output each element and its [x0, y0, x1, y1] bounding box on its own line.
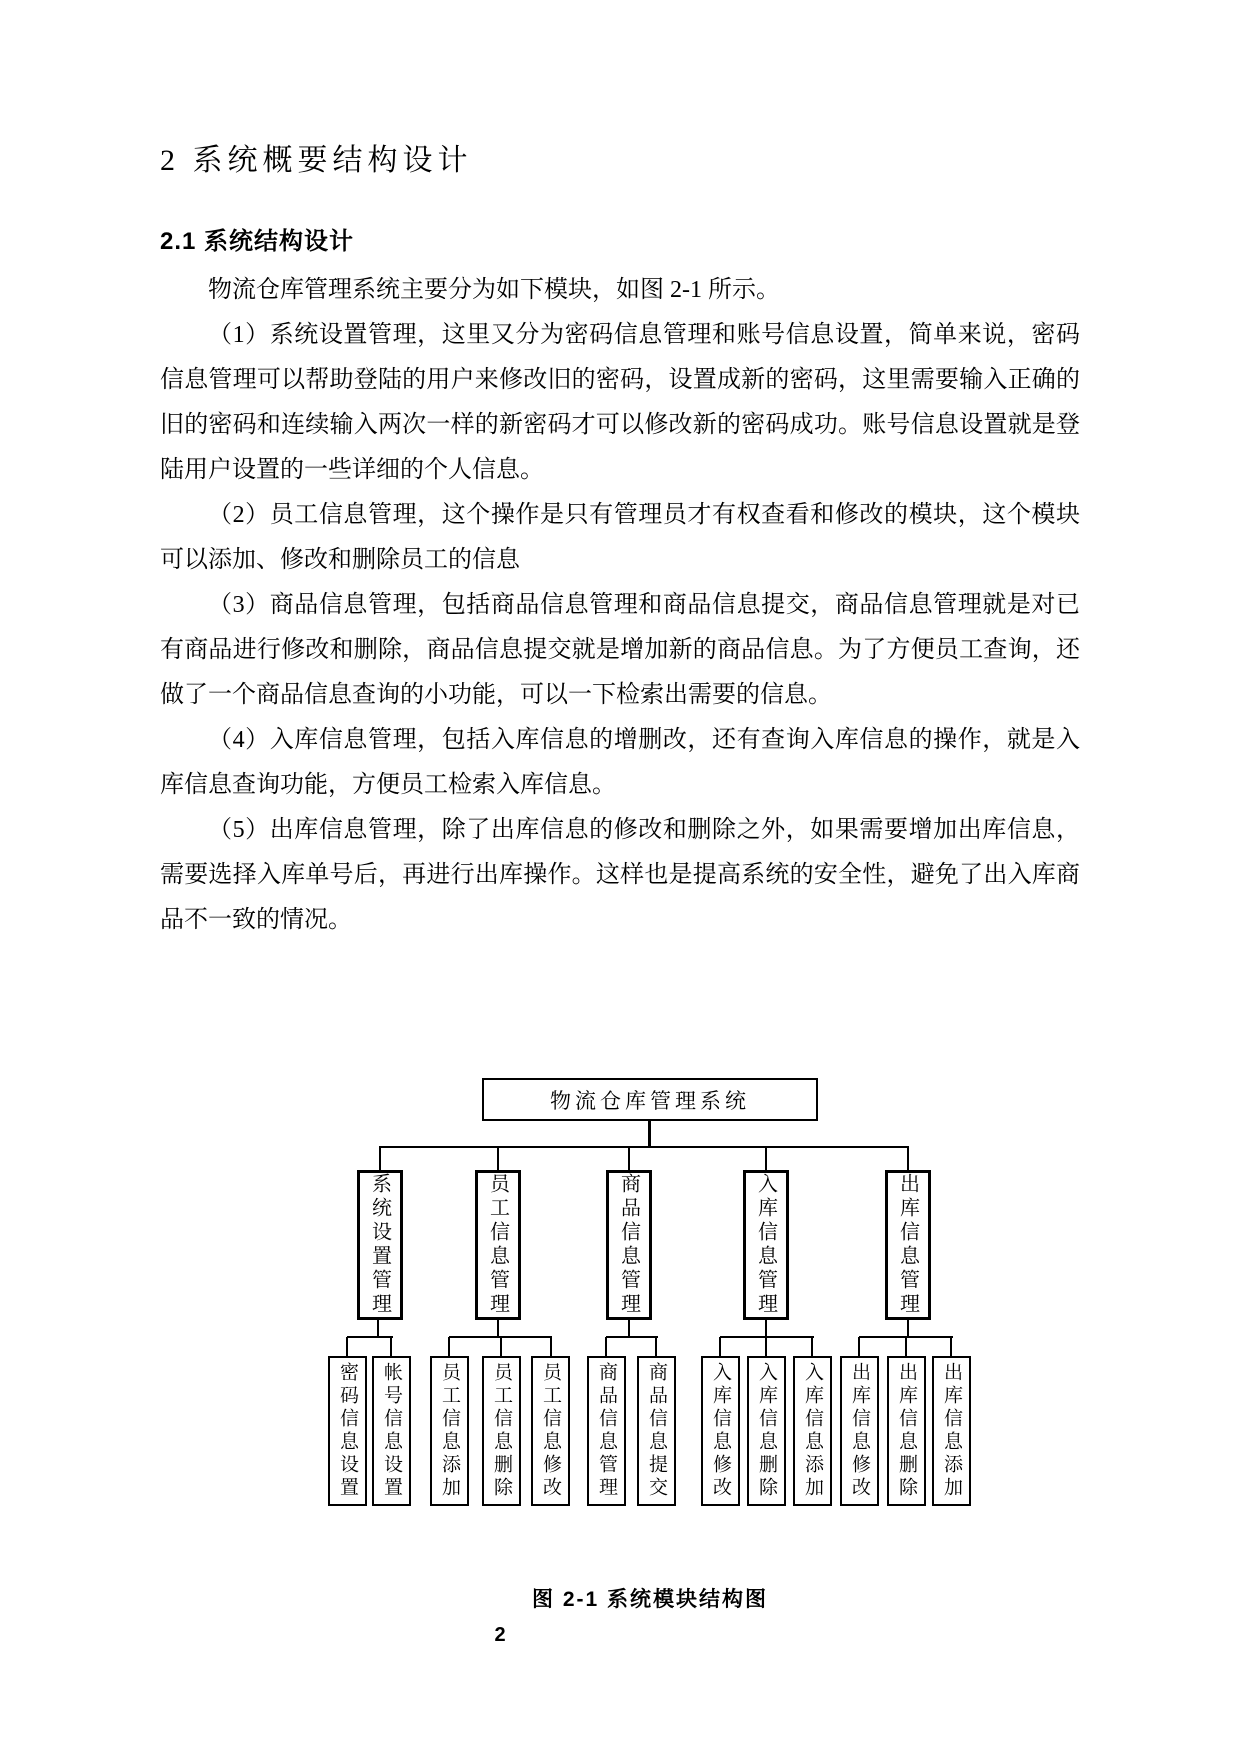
body-paragraph-5: （4）入库信息管理，包括入库信息的增删改，还有查询入库信息的操作，就是入库信息查询功能，方便员工检索入库信息。: [160, 727, 1080, 798]
connector-child-drop: [550, 1337, 552, 1356]
body-paragraph-1: 物流仓库管理系统主要分为如下模块，如图 2-1 所示。: [208, 277, 780, 303]
connector-parent-drop-3: [628, 1320, 630, 1337]
connector-child-drop: [858, 1337, 860, 1356]
submodule-box-employee-add: 员工信息添加: [430, 1356, 469, 1506]
page-number: 2: [494, 1624, 506, 1646]
submodule-box-account-settings: 帐号信息设置: [372, 1356, 411, 1506]
section-heading: 2.1 系统结构设计: [160, 228, 355, 255]
module-box-inbound-info: 入库信息管理: [743, 1170, 789, 1320]
connector-root-drop: [648, 1121, 651, 1147]
body-paragraph-6: （5）出库信息管理，除了出库信息的修改和删除之外，如果需要增加出库信息，需要选择入库单号后，再进行出库操作。这样也是提高系统的安全性，避免了出入库商品不一致的情况。: [160, 817, 1080, 933]
connector-child-drop: [605, 1337, 607, 1356]
submodule-box-employee-delete: 员工信息删除: [482, 1356, 521, 1506]
body-paragraph-2: （1）系统设置管理，这里又分为密码信息管理和账号信息设置，简单来说，密码信息管理可以帮助登陆的用户来修改旧的密码，设置成新的密码，这里需要输入正确的旧的密码和连续输入两次一样的新密码才可以修改新的密码成功。账号信息设置就是登陆用户设置的一些详细的个人信息。: [160, 322, 1080, 483]
connector-child-drop: [390, 1337, 392, 1356]
body-paragraph-3: （2）员工信息管理，这个操作是只有管理员才有权查看和修改的模块，这个模块可以添加、修改和删除员工的信息: [160, 502, 1080, 573]
connector-child-drop: [500, 1337, 502, 1356]
module-box-employee-info: 员工信息管理: [475, 1170, 521, 1320]
diagram-root-box: 物流仓库管理系统: [482, 1078, 818, 1121]
connector-child-drop: [448, 1337, 450, 1356]
connector-child-drop: [346, 1337, 348, 1356]
submodule-box-product-manage: 商品信息管理: [587, 1356, 626, 1506]
connector-child-drop: [655, 1337, 657, 1356]
connector-drop-module-2: [497, 1146, 499, 1170]
connector-child-drop: [719, 1337, 721, 1356]
submodule-box-outbound-delete: 出库信息删除: [887, 1356, 926, 1506]
submodule-box-product-submit: 商品信息提交: [637, 1356, 676, 1506]
connector-child-drop: [765, 1337, 767, 1356]
submodule-box-password-settings: 密码信息设置: [328, 1356, 367, 1506]
connector-child-bus-3: [606, 1336, 658, 1338]
connector-drop-module-3: [628, 1146, 630, 1170]
connector-child-drop: [905, 1337, 907, 1356]
submodule-box-outbound-add: 出库信息添加: [932, 1356, 971, 1506]
module-box-product-info: 商品信息管理: [606, 1170, 652, 1320]
connector-child-bus-1: [347, 1336, 393, 1338]
connector-parent-drop-2: [497, 1320, 499, 1337]
connector-main-bus: [379, 1146, 909, 1148]
connector-child-bus-4: [720, 1336, 814, 1338]
body-paragraph-4: （3）商品信息管理，包括商品信息管理和商品信息提交，商品信息管理就是对已有商品进行修改和删除，商品信息提交就是增加新的商品信息。为了方便员工查询，还做了一个商品信息查询的小功能，可以一下检索出需要的信息。: [160, 592, 1080, 708]
connector-child-drop: [811, 1337, 813, 1356]
module-box-system-settings: 系统设置管理: [357, 1170, 403, 1320]
connector-child-drop: [950, 1337, 952, 1356]
connector-drop-module-1: [379, 1146, 381, 1170]
connector-parent-drop-5: [907, 1320, 909, 1337]
figure-caption: 图 2-1 系统模块结构图: [531, 1588, 769, 1611]
connector-drop-module-5: [907, 1146, 909, 1170]
submodule-box-outbound-modify: 出库信息修改: [840, 1356, 879, 1506]
submodule-box-employee-modify: 员工信息修改: [531, 1356, 570, 1506]
connector-parent-drop-4: [765, 1320, 767, 1337]
submodule-box-inbound-modify: 入库信息修改: [701, 1356, 740, 1506]
connector-parent-drop-1: [377, 1320, 379, 1337]
chapter-title: 2 系统概要结构设计: [160, 144, 473, 177]
submodule-box-inbound-delete: 入库信息删除: [747, 1356, 786, 1506]
module-box-outbound-info: 出库信息管理: [885, 1170, 931, 1320]
submodule-box-inbound-add: 入库信息添加: [793, 1356, 832, 1506]
connector-drop-module-4: [765, 1146, 767, 1170]
